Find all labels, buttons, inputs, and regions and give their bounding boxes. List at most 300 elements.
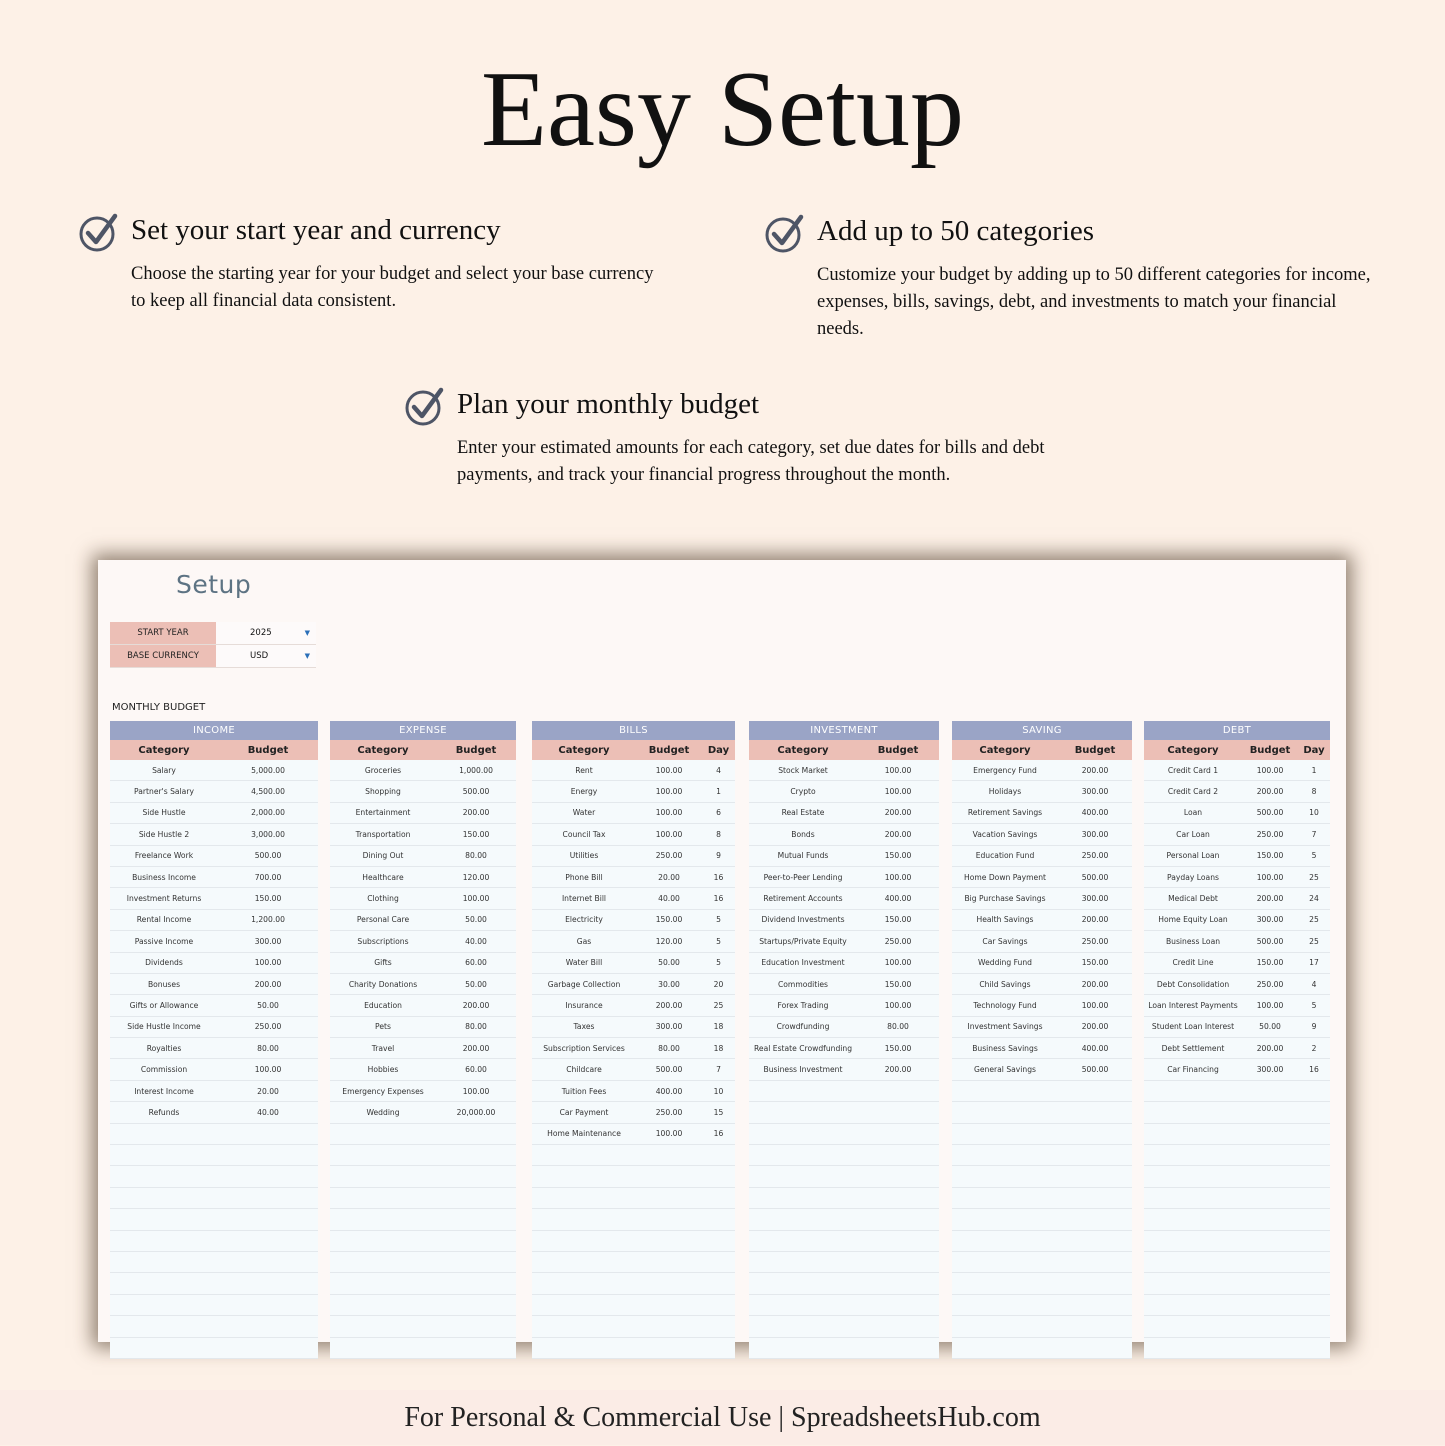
table-row[interactable] [532, 1338, 735, 1359]
table-row[interactable] [532, 1081, 735, 1102]
table-cell[interactable]: 1 [716, 787, 721, 797]
table-row[interactable] [1144, 1273, 1330, 1294]
table-cell[interactable]: 200.00 [1256, 894, 1284, 904]
table-row[interactable] [749, 1124, 939, 1145]
dropdown-arrow-icon[interactable]: ▼ [304, 652, 310, 660]
table-cell[interactable]: 150.00 [1256, 958, 1284, 968]
table-row[interactable] [1144, 1231, 1330, 1252]
table-cell[interactable]: 120.00 [655, 936, 683, 946]
table-cell[interactable]: 300.00 [1256, 1065, 1284, 1075]
table-cell[interactable]: 60.00 [465, 1065, 487, 1075]
table-cell[interactable]: 4,500.00 [251, 787, 285, 797]
table-cell[interactable]: 100.00 [884, 1000, 912, 1010]
table-cell[interactable]: 1,200.00 [251, 915, 285, 925]
table-cell[interactable]: Home Maintenance [547, 1129, 621, 1139]
table-row[interactable] [952, 1166, 1132, 1187]
table-row[interactable] [532, 803, 735, 824]
table-cell[interactable]: 400.00 [1081, 808, 1109, 818]
table-row[interactable] [110, 1273, 318, 1294]
table-row[interactable] [110, 888, 318, 909]
table-cell[interactable]: 150.00 [884, 915, 912, 925]
table-row[interactable] [110, 974, 318, 995]
table-row[interactable] [330, 974, 516, 995]
table-cell[interactable]: Royalties [146, 1043, 182, 1053]
table-cell[interactable]: Car Financing [1167, 1065, 1219, 1075]
table-cell[interactable]: 120.00 [462, 872, 490, 882]
table-row[interactable] [330, 1166, 516, 1187]
table-row[interactable] [1144, 953, 1330, 974]
table-row[interactable] [1144, 888, 1330, 909]
table-cell[interactable]: 25 [1309, 872, 1319, 882]
table-row[interactable] [330, 1338, 516, 1359]
table-cell[interactable]: Business Investment [763, 1065, 843, 1075]
table-row[interactable] [1144, 846, 1330, 867]
table-cell[interactable]: 100.00 [884, 872, 912, 882]
table-cell[interactable]: 20,000.00 [456, 1107, 496, 1117]
table-row[interactable] [952, 1017, 1132, 1038]
table-row[interactable] [532, 953, 735, 974]
table-cell[interactable]: Tuition Fees [561, 1086, 607, 1096]
table-cell[interactable]: Hobbies [367, 1065, 399, 1075]
table-row[interactable] [1144, 867, 1330, 888]
table-row[interactable] [1144, 1166, 1330, 1187]
table-cell[interactable]: Holidays [988, 787, 1022, 797]
table-row[interactable] [952, 1038, 1132, 1059]
table-row[interactable] [532, 974, 735, 995]
table-row[interactable] [749, 910, 939, 931]
table-cell[interactable]: 8 [716, 829, 721, 839]
table-cell[interactable]: 200.00 [1081, 915, 1109, 925]
table-row[interactable] [110, 1124, 318, 1145]
table-row[interactable] [110, 1209, 318, 1230]
table-row[interactable] [532, 1316, 735, 1337]
table-cell[interactable]: 18 [713, 1043, 724, 1053]
table-cell[interactable]: Phone Bill [565, 872, 603, 882]
table-row[interactable] [330, 1316, 516, 1337]
table-row[interactable] [952, 953, 1132, 974]
table-cell[interactable]: Health Savings [976, 915, 1034, 925]
table-row[interactable] [749, 1209, 939, 1230]
table-cell[interactable]: 50.00 [465, 915, 487, 925]
table-cell[interactable]: 40.00 [465, 936, 487, 946]
table-row[interactable] [330, 867, 516, 888]
table-cell[interactable]: 80.00 [257, 1043, 279, 1053]
table-cell[interactable]: 50.00 [1259, 1022, 1281, 1032]
table-cell[interactable]: 100.00 [1256, 872, 1284, 882]
table-cell[interactable]: 150.00 [462, 829, 490, 839]
table-row[interactable] [749, 1059, 939, 1080]
table-cell[interactable]: 7 [1311, 829, 1317, 839]
table-cell[interactable]: Wedding Fund [978, 958, 1032, 968]
table-cell[interactable]: 7 [716, 1065, 721, 1075]
table-cell[interactable]: 150.00 [1081, 958, 1109, 968]
table-row[interactable] [532, 931, 735, 952]
table-cell[interactable]: 500.00 [1081, 872, 1109, 882]
table-row[interactable] [330, 1081, 516, 1102]
table-cell[interactable]: 250.00 [884, 936, 912, 946]
table-row[interactable] [749, 781, 939, 802]
table-cell[interactable]: Emergency Expenses [342, 1086, 424, 1096]
table-cell[interactable]: 100.00 [1256, 765, 1284, 775]
table-row[interactable] [330, 1295, 516, 1316]
table-cell[interactable]: 200.00 [462, 1000, 490, 1010]
table-row[interactable] [330, 1188, 516, 1209]
table-cell[interactable]: Mutual Funds [777, 851, 829, 861]
table-cell[interactable]: Medical Debt [1168, 894, 1218, 904]
table-row[interactable] [330, 1252, 516, 1273]
table-cell[interactable]: Technology Fund [973, 1000, 1037, 1010]
table-cell[interactable]: Home Down Payment [963, 872, 1046, 882]
table-row[interactable] [532, 1166, 735, 1187]
table-cell[interactable]: Debt Consolidation [1156, 979, 1230, 989]
table-cell[interactable]: 100.00 [1081, 1000, 1109, 1010]
table-cell[interactable]: 300.00 [1256, 915, 1284, 925]
table-cell[interactable]: 80.00 [658, 1043, 680, 1053]
table-row[interactable] [1144, 1188, 1330, 1209]
table-cell[interactable]: Emergency Fund [973, 765, 1037, 775]
table-row[interactable] [749, 1188, 939, 1209]
table-cell[interactable]: 400.00 [655, 1086, 683, 1096]
table-row[interactable] [330, 1273, 516, 1294]
table-row[interactable] [110, 910, 318, 931]
table-cell[interactable]: 10 [1309, 808, 1319, 818]
table-row[interactable] [110, 1102, 318, 1123]
table-row[interactable] [952, 1338, 1132, 1359]
table-row[interactable] [749, 803, 939, 824]
table-cell[interactable]: Rental Income [136, 915, 192, 925]
table-row[interactable] [1144, 1017, 1330, 1038]
table-cell[interactable]: 200.00 [884, 829, 912, 839]
table-cell[interactable]: 200.00 [655, 1000, 683, 1010]
table-row[interactable] [1144, 974, 1330, 995]
table-row[interactable] [532, 1059, 735, 1080]
table-cell[interactable]: Gifts [374, 958, 392, 968]
table-row[interactable] [952, 781, 1132, 802]
table-cell[interactable]: Water [572, 808, 596, 818]
table-cell[interactable]: Passive Income [134, 936, 194, 946]
table-row[interactable] [330, 888, 516, 909]
table-cell[interactable]: 5 [716, 958, 721, 968]
table-cell[interactable]: 25 [1309, 915, 1319, 925]
table-row[interactable] [110, 846, 318, 867]
table-cell[interactable]: Forex Trading [777, 1000, 829, 1010]
table-cell[interactable]: Real Estate Crowdfunding [753, 1043, 853, 1053]
table-row[interactable] [1144, 1059, 1330, 1080]
table-row[interactable] [532, 1038, 735, 1059]
table-cell[interactable]: 6 [716, 808, 721, 818]
table-row[interactable] [532, 1124, 735, 1145]
table-cell[interactable]: 300.00 [655, 1022, 683, 1032]
table-cell[interactable]: 150.00 [884, 1043, 912, 1053]
table-cell[interactable]: Bonds [791, 829, 815, 839]
table-row[interactable] [330, 824, 516, 845]
table-cell[interactable]: 100.00 [884, 787, 912, 797]
table-cell[interactable]: Transportation [355, 829, 411, 839]
table-row[interactable] [952, 1316, 1132, 1337]
table-row[interactable] [1144, 760, 1330, 781]
table-row[interactable] [952, 1209, 1132, 1230]
table-cell[interactable]: 250.00 [1081, 936, 1109, 946]
table-cell[interactable]: Crypto [790, 787, 816, 797]
table-cell[interactable]: 24 [1309, 894, 1319, 904]
table-cell[interactable]: Wedding [366, 1107, 400, 1117]
table-cell[interactable]: Pets [375, 1022, 391, 1032]
table-cell[interactable]: 250.00 [1256, 829, 1284, 839]
table-cell[interactable]: Travel [371, 1043, 395, 1053]
table-row[interactable] [749, 846, 939, 867]
table-cell[interactable]: 250.00 [655, 851, 683, 861]
table-row[interactable] [749, 1252, 939, 1273]
table-cell[interactable]: 500.00 [655, 1065, 683, 1075]
table-cell[interactable]: 100.00 [655, 765, 683, 775]
table-cell[interactable]: 1 [1311, 765, 1317, 775]
table-cell[interactable]: 50.00 [257, 1000, 279, 1010]
table-row[interactable] [532, 1017, 735, 1038]
table-cell[interactable]: Taxes [573, 1022, 595, 1032]
table-cell[interactable]: Salary [152, 765, 176, 775]
table-cell[interactable]: 10 [713, 1086, 724, 1096]
table-cell[interactable]: 200.00 [462, 1043, 490, 1053]
table-row[interactable] [330, 1231, 516, 1252]
table-cell[interactable]: 100.00 [655, 1129, 683, 1139]
table-row[interactable] [952, 1145, 1132, 1166]
table-row[interactable] [1144, 1038, 1330, 1059]
table-cell[interactable]: 100.00 [462, 894, 490, 904]
table-cell[interactable]: 250.00 [1256, 979, 1284, 989]
table-row[interactable] [749, 1038, 939, 1059]
table-row[interactable] [1144, 1145, 1330, 1166]
table-row[interactable] [330, 803, 516, 824]
table-cell[interactable]: Education Fund [975, 851, 1035, 861]
table-cell[interactable]: 80.00 [465, 851, 487, 861]
table-cell[interactable]: 100.00 [1256, 1000, 1284, 1010]
table-cell[interactable]: Vacation Savings [972, 829, 1038, 839]
table-cell[interactable]: Real Estate [781, 808, 825, 818]
table-cell[interactable]: Rent [575, 765, 593, 775]
table-cell[interactable]: 300.00 [254, 936, 282, 946]
table-cell[interactable]: 100.00 [884, 958, 912, 968]
table-row[interactable] [330, 1124, 516, 1145]
table-row[interactable] [1144, 824, 1330, 845]
table-row[interactable] [1144, 1295, 1330, 1316]
table-cell[interactable]: Interest Income [134, 1086, 194, 1096]
table-cell[interactable]: 3,000.00 [251, 829, 285, 839]
table-cell[interactable]: 200.00 [1081, 979, 1109, 989]
table-row[interactable] [1144, 781, 1330, 802]
table-cell[interactable]: Crowdfunding [776, 1022, 830, 1032]
table-row[interactable] [110, 1188, 318, 1209]
table-cell[interactable]: Retirement Accounts [763, 894, 843, 904]
table-cell[interactable]: Loan Interest Payments [1148, 1000, 1238, 1010]
table-cell[interactable]: Groceries [364, 765, 402, 775]
table-row[interactable] [749, 1338, 939, 1359]
table-row[interactable] [749, 760, 939, 781]
table-cell[interactable]: 200.00 [1256, 787, 1284, 797]
table-row[interactable] [532, 1231, 735, 1252]
table-row[interactable] [952, 931, 1132, 952]
table-cell[interactable]: 400.00 [884, 894, 912, 904]
table-cell[interactable]: 20.00 [658, 872, 680, 882]
table-cell[interactable]: Shopping [365, 787, 401, 797]
table-cell[interactable]: 20.00 [257, 1086, 279, 1096]
table-row[interactable] [110, 953, 318, 974]
table-row[interactable] [749, 1316, 939, 1337]
table-cell[interactable]: 16 [713, 1129, 724, 1139]
table-row[interactable] [110, 781, 318, 802]
table-cell[interactable]: 150.00 [1256, 851, 1284, 861]
table-cell[interactable]: Side Hustle 2 [138, 829, 190, 839]
table-row[interactable] [749, 1231, 939, 1252]
table-row[interactable] [749, 974, 939, 995]
table-cell[interactable]: Side Hustle Income [127, 1022, 201, 1032]
table-cell[interactable]: Education Investment [761, 958, 845, 968]
table-cell[interactable]: 200.00 [462, 808, 490, 818]
table-cell[interactable]: 80.00 [465, 1022, 487, 1032]
table-cell[interactable]: Dividends [145, 958, 183, 968]
table-row[interactable] [110, 803, 318, 824]
table-row[interactable] [532, 1102, 735, 1123]
table-cell[interactable]: Subscriptions [357, 936, 409, 946]
table-cell[interactable]: Electricity [565, 915, 603, 925]
table-row[interactable] [532, 824, 735, 845]
table-cell[interactable]: 16 [1309, 1065, 1319, 1075]
table-row[interactable] [1144, 1102, 1330, 1123]
table-row[interactable] [952, 995, 1132, 1016]
table-cell[interactable]: Energy [570, 787, 598, 797]
table-cell[interactable]: Healthcare [362, 872, 404, 882]
table-row[interactable] [330, 846, 516, 867]
table-cell[interactable]: 250.00 [1081, 851, 1109, 861]
table-row[interactable] [1144, 1124, 1330, 1145]
table-row[interactable] [749, 953, 939, 974]
table-cell[interactable]: 80.00 [887, 1022, 909, 1032]
table-row[interactable] [749, 931, 939, 952]
table-cell[interactable]: Water Bill [565, 958, 603, 968]
table-row[interactable] [749, 1145, 939, 1166]
table-row[interactable] [330, 953, 516, 974]
table-cell[interactable]: 150.00 [884, 979, 912, 989]
table-row[interactable] [952, 824, 1132, 845]
table-cell[interactable]: Side Hustle [142, 808, 186, 818]
table-row[interactable] [749, 824, 939, 845]
table-row[interactable] [110, 931, 318, 952]
table-row[interactable] [952, 1273, 1132, 1294]
table-row[interactable] [952, 910, 1132, 931]
table-row[interactable] [1144, 931, 1330, 952]
table-cell[interactable]: Gifts or Allowance [129, 1000, 199, 1010]
table-row[interactable] [532, 781, 735, 802]
table-cell[interactable]: General Savings [973, 1065, 1036, 1075]
table-row[interactable] [749, 888, 939, 909]
table-cell[interactable]: Bonuses [147, 979, 181, 989]
table-cell[interactable]: 500.00 [462, 787, 490, 797]
table-cell[interactable]: 8 [1311, 787, 1317, 797]
start-year-dropdown[interactable] [216, 622, 316, 644]
table-cell[interactable]: 25 [713, 1000, 724, 1010]
table-cell[interactable]: 50.00 [465, 979, 487, 989]
table-row[interactable] [952, 803, 1132, 824]
table-row[interactable] [1144, 995, 1330, 1016]
table-cell[interactable]: 250.00 [254, 1022, 282, 1032]
table-cell[interactable]: 300.00 [1081, 829, 1109, 839]
table-row[interactable] [1144, 1338, 1330, 1359]
table-row[interactable] [952, 974, 1132, 995]
table-cell[interactable]: 100.00 [462, 1086, 490, 1096]
table-cell[interactable]: 200.00 [1081, 765, 1109, 775]
table-cell[interactable]: 150.00 [254, 894, 282, 904]
table-cell[interactable]: Gas [576, 936, 592, 946]
table-cell[interactable]: 5 [716, 936, 721, 946]
table-cell[interactable]: Peer-to-Peer Lending [763, 872, 843, 882]
table-cell[interactable]: Commodities [777, 979, 829, 989]
table-cell[interactable]: Investment Returns [126, 894, 202, 904]
table-cell[interactable]: Refunds [148, 1107, 180, 1117]
table-row[interactable] [952, 846, 1132, 867]
table-row[interactable] [532, 910, 735, 931]
table-cell[interactable]: 40.00 [658, 894, 680, 904]
table-row[interactable] [749, 1081, 939, 1102]
table-row[interactable] [532, 1273, 735, 1294]
table-cell[interactable]: 200.00 [1256, 1043, 1284, 1053]
table-row[interactable] [749, 867, 939, 888]
table-cell[interactable]: 500.00 [1081, 1065, 1109, 1075]
table-row[interactable] [749, 1102, 939, 1123]
table-cell[interactable]: 500.00 [1256, 936, 1284, 946]
table-row[interactable] [532, 1209, 735, 1230]
table-cell[interactable]: 200.00 [884, 808, 912, 818]
table-cell[interactable]: 200.00 [1081, 1022, 1109, 1032]
table-row[interactable] [952, 1102, 1132, 1123]
table-cell[interactable]: 100.00 [884, 765, 912, 775]
table-row[interactable] [330, 1059, 516, 1080]
table-cell[interactable]: 20 [713, 979, 724, 989]
table-cell[interactable]: Internet Bill [561, 894, 607, 904]
table-cell[interactable]: 2,000.00 [251, 808, 285, 818]
table-cell[interactable]: 2 [1311, 1043, 1317, 1053]
table-row[interactable] [330, 1102, 516, 1123]
table-row[interactable] [532, 846, 735, 867]
table-cell[interactable]: 150.00 [655, 915, 683, 925]
table-cell[interactable]: Charity Donations [348, 979, 418, 989]
table-row[interactable] [110, 1252, 318, 1273]
table-row[interactable] [110, 1231, 318, 1252]
table-cell[interactable]: 150.00 [884, 851, 912, 861]
table-row[interactable] [110, 1338, 318, 1359]
table-cell[interactable]: Stock Market [778, 765, 828, 775]
table-row[interactable] [952, 888, 1132, 909]
table-cell[interactable]: 700.00 [254, 872, 282, 882]
table-row[interactable] [749, 1295, 939, 1316]
table-cell[interactable]: 60.00 [465, 958, 487, 968]
table-cell[interactable]: 100.00 [254, 958, 282, 968]
table-cell[interactable]: 300.00 [1081, 787, 1109, 797]
table-cell[interactable]: 400.00 [1081, 1043, 1109, 1053]
table-row[interactable] [532, 760, 735, 781]
table-cell[interactable]: 300.00 [1081, 894, 1109, 904]
table-cell[interactable]: 500.00 [254, 851, 282, 861]
table-cell[interactable]: Business Loan [1165, 936, 1221, 946]
table-cell[interactable]: 500.00 [1256, 808, 1284, 818]
table-cell[interactable]: Clothing [367, 894, 399, 904]
table-row[interactable] [110, 1166, 318, 1187]
table-row[interactable] [952, 1295, 1132, 1316]
table-cell[interactable]: 17 [1309, 958, 1319, 968]
table-cell[interactable]: Big Purchase Savings [964, 894, 1046, 904]
table-cell[interactable]: Childcare [566, 1065, 602, 1075]
table-row[interactable] [330, 931, 516, 952]
table-row[interactable] [952, 867, 1132, 888]
table-row[interactable] [749, 1017, 939, 1038]
